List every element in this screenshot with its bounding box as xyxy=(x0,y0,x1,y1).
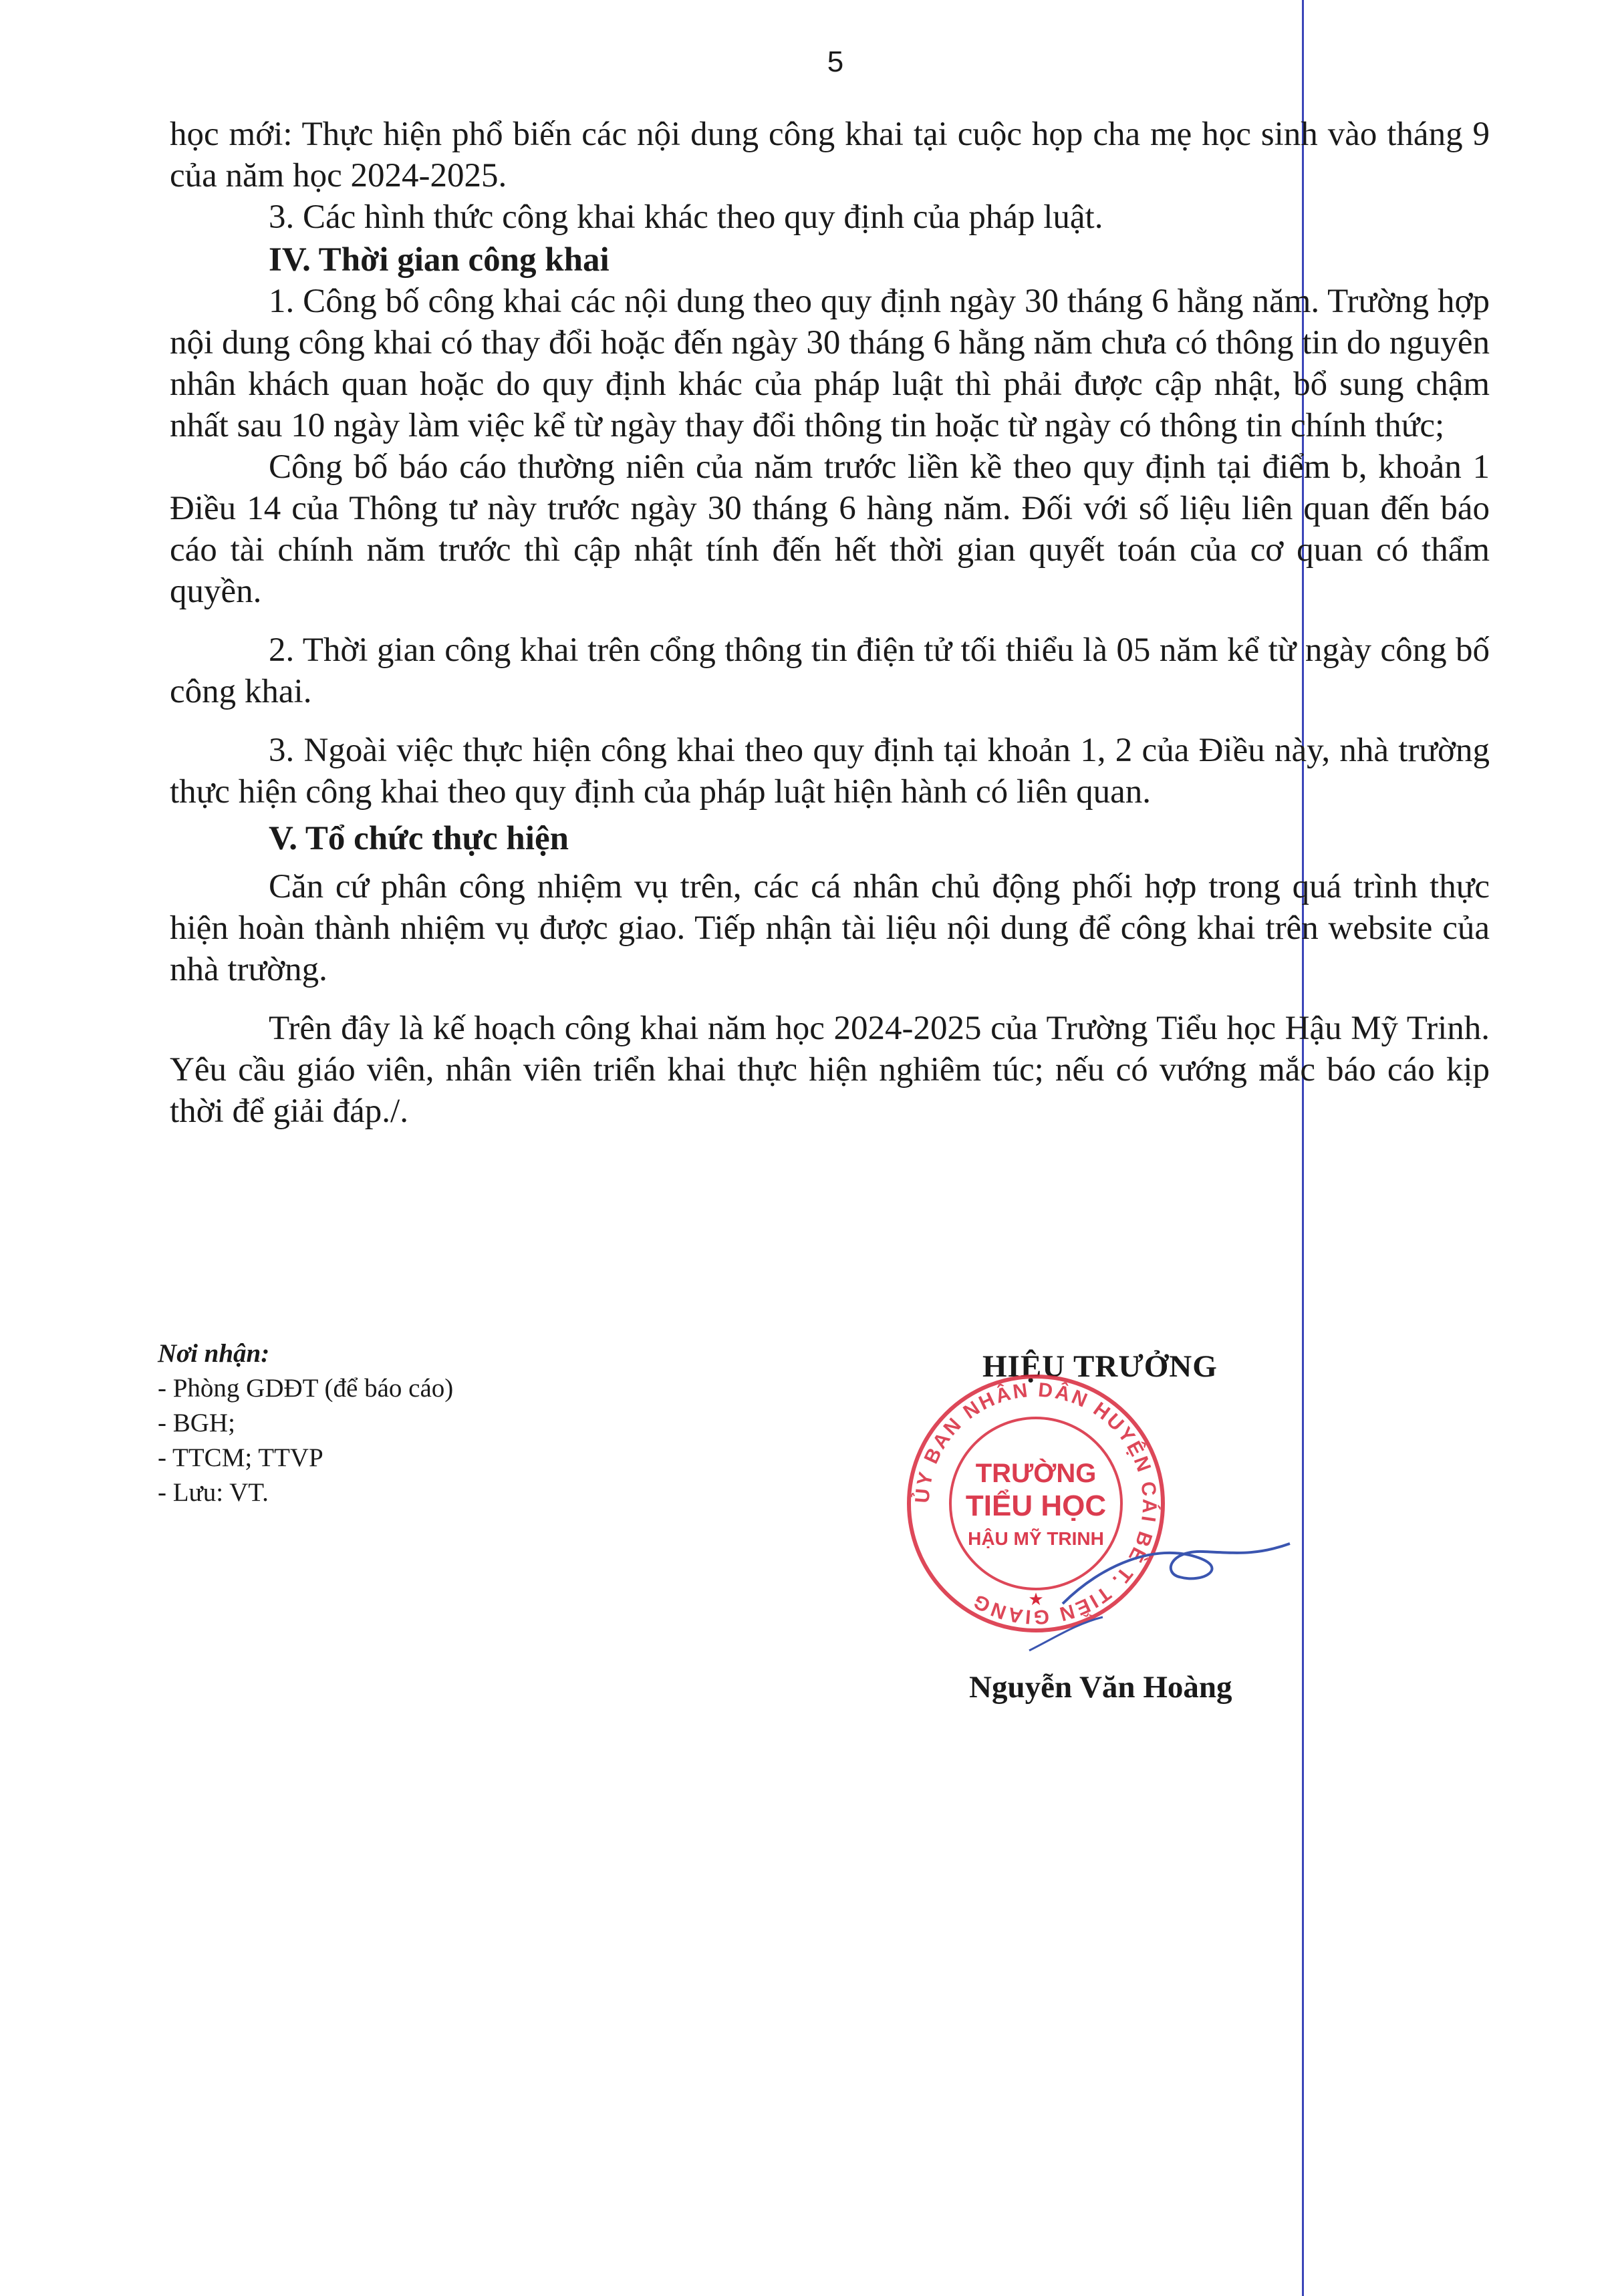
recipient-item: - Lưu: VT. xyxy=(158,1478,269,1507)
star-icon: ★ xyxy=(1028,1590,1044,1610)
paragraph-annual-report: Công bố báo cáo thường niên của năm trước liền kề theo quy định tại điểm b, khoản 1 Điều 14 của Thông tư này trước ngày 30 tháng 6 hàng năm. Đối với số liệu liên quan đến báo cáo tài chính năm trước thì cập nhật tính đến hết thời gian quyết toán của cơ quan có thẩm quyền. xyxy=(170,448,1490,610)
stamp-line-2: TIỂU HỌC xyxy=(965,1489,1107,1522)
paragraph-continuation: học mới: Thực hiện phổ biến các nội dung công khai tại cuộc họp cha mẹ học sinh vào tháng 9 của năm học 2024-2025. xyxy=(170,116,1490,194)
signer-title: HIỆU TRƯỞNG xyxy=(982,1349,1218,1384)
recipients-block xyxy=(158,1336,453,1510)
recipients-title: Nơi nhận: xyxy=(158,1339,270,1368)
handwritten-signature xyxy=(1002,1503,1297,1677)
paragraph-item-3: 3. Các hình thức công khai khác theo quy định của pháp luật. xyxy=(269,198,1103,236)
paragraph-other: 3. Ngoài việc thực hiện công khai theo quy định tại khoản 1, 2 của Điều này, nhà trường thực hiện công khai theo quy định của pháp luật hiện hành có liên quan. xyxy=(170,732,1490,811)
stamp-line-3: HẬU MỸ TRINH xyxy=(968,1528,1104,1549)
recipient-item: - Phòng GDĐT (để báo cáo) xyxy=(158,1374,454,1403)
paragraph-publish-date: 1. Công bố công khai các nội dung theo quy định ngày 30 tháng 6 hằng năm. Trường hợp nội dung công khai có thay đổi hoặc đến ngày 30 tháng 6 hằng năm chưa có thông tin do nguyên nhân khách quan hoặc do quy định khác của pháp luật thì phải được cập nhật, bổ sung chậm nhất sau 10 ngày làm việc kể từ ngày thay đổi thông tin hoặc từ ngày có thông tin chính thức; xyxy=(170,283,1490,444)
signer-name: Nguyễn Văn Hoàng xyxy=(969,1670,1232,1705)
section-heading-v: V. Tổ chức thực hiện xyxy=(269,820,569,857)
recipient-item: - TTCM; TTVP xyxy=(158,1443,323,1472)
section-heading-iv: IV. Thời gian công khai xyxy=(269,241,610,279)
page-number: 5 xyxy=(827,45,844,78)
paragraph-duration: 2. Thời gian công khai trên cổng thông tin điện tử tối thiểu là 05 năm kể từ ngày công bố công khai. xyxy=(170,631,1490,710)
recipient-item: - BGH; xyxy=(158,1409,235,1437)
stamp-ring-text: ỦY BAN NHÂN DÂN HUYỆN CÁI BÈ T. TIỀN GIANG xyxy=(911,1379,1161,1628)
document-body xyxy=(170,114,1490,1132)
stamp-line-1: TRƯỜNG xyxy=(975,1459,1097,1488)
paragraph-organization: Căn cứ phân công nhiệm vụ trên, các cá nhân chủ động phối hợp trong quá trình thực hiện hoàn thành nhiệm vụ được giao. Tiếp nhận tài liệu nội dung để công khai trên website của nhà trường. xyxy=(170,868,1490,988)
paragraph-closing: Trên đây là kế hoạch công khai năm học 2024-2025 của Trường Tiểu học Hậu Mỹ Trinh. Yêu cầu giáo viên, nhân viên triển khai thực hiện nghiêm túc; nếu có vướng mắc báo cáo kịp thời để giải đáp./. xyxy=(170,1010,1490,1130)
